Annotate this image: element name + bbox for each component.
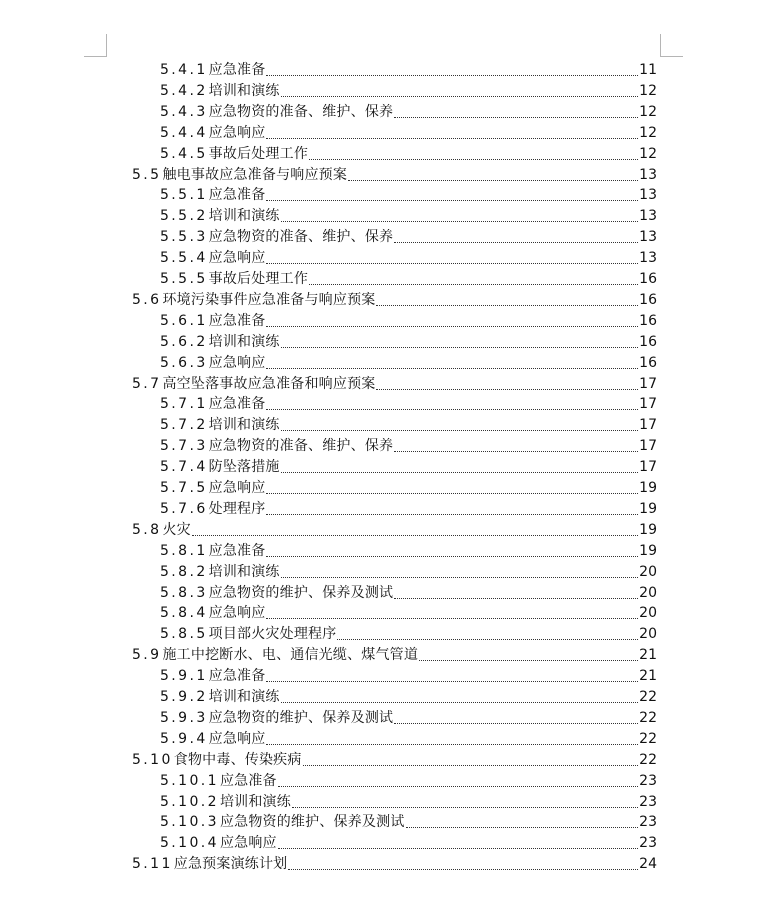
toc-dot-leader xyxy=(281,472,639,473)
toc-entry[interactable] xyxy=(160,476,657,497)
toc-dot-leader xyxy=(266,368,638,369)
toc-entry-page-number: 20 xyxy=(639,626,657,643)
toc-dot-leader xyxy=(303,765,639,766)
toc-entry[interactable] xyxy=(160,100,657,121)
toc-entry-page-number: 22 xyxy=(639,709,657,726)
toc-entry[interactable] xyxy=(132,163,657,184)
toc-entry-number: 5.8 xyxy=(132,521,162,538)
toc-dot-leader xyxy=(394,117,638,118)
toc-entry[interactable] xyxy=(160,413,657,434)
toc-entry-number: 5.8.2 xyxy=(160,563,208,580)
toc-entry-page-number: 19 xyxy=(639,500,657,517)
toc-entry-title: 培训和演练 xyxy=(208,333,280,350)
toc-entry-title: 火灾 xyxy=(162,521,191,538)
toc-entry-number: 5.4.1 xyxy=(160,62,208,78)
toc-entry-page-number: 13 xyxy=(639,166,657,183)
toc-entry-number: 5.5.1 xyxy=(160,187,208,204)
toc-entry-page-number: 17 xyxy=(639,459,657,476)
toc-entry-page-number: 13 xyxy=(639,229,657,246)
toc-entry-page-number: 20 xyxy=(639,584,657,601)
toc-dot-leader xyxy=(309,159,638,160)
toc-entry-page-number: 16 xyxy=(639,333,657,350)
toc-entry[interactable] xyxy=(132,372,657,393)
toc-entry[interactable] xyxy=(160,810,657,831)
toc-entry-page-number: 16 xyxy=(639,291,657,308)
toc-entry-number: 5.9.4 xyxy=(160,730,208,747)
toc-entry-number: 5.9.3 xyxy=(160,709,208,726)
toc-entry-number: 5.10.3 xyxy=(160,814,219,831)
toc-entry-number: 5.5.3 xyxy=(160,229,208,246)
toc-entry[interactable] xyxy=(160,455,657,476)
toc-entry-page-number: 23 xyxy=(639,793,657,810)
toc-entry-title: 触电事故应急准备与响应预案 xyxy=(162,166,348,183)
toc-entry-number: 5.6.1 xyxy=(160,312,208,329)
toc-dot-leader xyxy=(266,681,638,682)
toc-dot-leader xyxy=(266,326,638,327)
toc-entry-page-number: 19 xyxy=(639,521,657,538)
toc-dot-leader xyxy=(348,180,638,181)
toc-entry[interactable] xyxy=(160,204,657,225)
toc-entry-page-number: 13 xyxy=(639,187,657,204)
toc-dot-leader xyxy=(266,514,638,515)
toc-entry[interactable] xyxy=(160,706,657,727)
toc-entry[interactable] xyxy=(160,246,657,267)
toc-dot-leader xyxy=(281,221,639,222)
toc-entry-title: 培训和演练 xyxy=(208,689,280,705)
toc-entry-page-number: 20 xyxy=(639,563,657,580)
toc-entry-number: 5.5.5 xyxy=(160,271,208,287)
toc-dot-leader xyxy=(292,807,638,808)
toc-entry-number: 5.5.4 xyxy=(160,250,208,267)
toc-entry-number: 5.6.3 xyxy=(160,354,208,371)
toc-entry-page-number: 17 xyxy=(639,417,657,434)
toc-entry-title: 应急准备 xyxy=(208,62,266,78)
toc-entry-title: 应急准备 xyxy=(208,187,266,204)
toc-dot-leader xyxy=(281,96,639,97)
toc-dot-leader xyxy=(394,451,638,452)
toc-dot-leader xyxy=(266,138,638,139)
toc-entry-number: 5.9.2 xyxy=(160,689,208,705)
toc-entry-title: 环境污染事件应急准备与响应预案 xyxy=(162,291,376,308)
toc-entry-number: 5.7.6 xyxy=(160,500,208,517)
toc-dot-leader xyxy=(281,702,639,703)
toc-dot-leader xyxy=(278,848,638,849)
toc-dot-leader xyxy=(266,618,638,619)
toc-entry-title: 培训和演练 xyxy=(219,793,291,810)
toc-dot-leader xyxy=(192,535,638,536)
toc-entry-number: 5.10.1 xyxy=(160,772,219,789)
toc-entry-page-number: 17 xyxy=(639,438,657,455)
toc-entry-title: 项目部火灾处理程序 xyxy=(208,626,337,643)
toc-entry-title: 事故后处理工作 xyxy=(208,271,309,287)
toc-entry-title: 应急响应 xyxy=(208,605,266,622)
toc-entry[interactable] xyxy=(160,79,657,100)
toc-entry-title: 应急准备 xyxy=(208,396,266,413)
toc-entry-page-number: 19 xyxy=(639,542,657,559)
toc-dot-leader xyxy=(376,389,638,390)
toc-entry-number: 5.8.1 xyxy=(160,542,208,559)
toc-dot-leader xyxy=(281,430,639,431)
toc-dot-leader xyxy=(266,744,638,745)
page-margin-corner-top-right xyxy=(660,34,683,57)
toc-entry-page-number: 23 xyxy=(639,772,657,789)
toc-entry-title: 高空坠落事故应急准备和响应预案 xyxy=(162,375,376,392)
toc-entry-title: 应急物资的维护、保养及测试 xyxy=(219,814,405,831)
toc-entry[interactable] xyxy=(132,643,657,664)
toc-entry-title: 应急响应 xyxy=(208,480,266,496)
toc-entry[interactable] xyxy=(160,58,657,79)
toc-entry-title: 施工中挖断水、电、通信光缆、煤气管道 xyxy=(162,647,419,664)
toc-entry-page-number: 13 xyxy=(639,208,657,225)
toc-entry-number: 5.7.1 xyxy=(160,396,208,413)
toc-entry-title: 应急准备 xyxy=(208,668,266,685)
toc-entry-page-number: 23 xyxy=(639,814,657,831)
toc-entry-page-number: 23 xyxy=(639,835,657,852)
toc-entry-title: 应急响应 xyxy=(208,124,266,141)
toc-entry-number: 5.6.2 xyxy=(160,333,208,350)
toc-dot-leader xyxy=(278,786,638,787)
toc-dot-leader xyxy=(266,200,638,201)
toc-entry-title: 培训和演练 xyxy=(208,563,280,580)
toc-entry[interactable] xyxy=(132,748,657,769)
toc-entry-title: 应急准备 xyxy=(219,772,277,789)
toc-entry-number: 5.4.2 xyxy=(160,82,208,99)
toc-entry[interactable] xyxy=(132,518,657,539)
toc-entry-number: 5.5.2 xyxy=(160,208,208,225)
toc-entry-page-number: 22 xyxy=(639,730,657,747)
toc-entry-number: 5.7.4 xyxy=(160,459,208,476)
toc-entry-number: 5.9.1 xyxy=(160,668,208,685)
toc-entry-title: 应急响应 xyxy=(208,730,266,747)
toc-entry-page-number: 13 xyxy=(639,250,657,267)
toc-entry-number: 5.9 xyxy=(132,647,162,664)
toc-dot-leader xyxy=(419,660,638,661)
toc-entry-title: 应急物资的维护、保养及测试 xyxy=(208,709,394,726)
toc-entry-title: 应急物资的准备、维护、保养 xyxy=(208,438,394,455)
toc-entry-number: 5.7.5 xyxy=(160,480,208,496)
toc-entry-title: 应急物资的准备、维护、保养 xyxy=(208,229,394,246)
toc-entry[interactable] xyxy=(160,581,657,602)
toc-entry-page-number: 12 xyxy=(639,145,657,162)
toc-dot-leader xyxy=(288,869,638,870)
toc-dot-leader xyxy=(266,493,638,494)
toc-entry[interactable] xyxy=(160,330,657,351)
toc-dot-leader xyxy=(266,556,638,557)
toc-entry-page-number: 16 xyxy=(639,354,657,371)
toc-dot-leader xyxy=(394,598,638,599)
toc-entry[interactable] xyxy=(160,831,657,852)
toc-entry-number: 5.11 xyxy=(132,856,173,873)
toc-entry[interactable] xyxy=(160,267,657,288)
toc-dot-leader xyxy=(406,827,639,828)
toc-entry-title: 培训和演练 xyxy=(208,417,280,434)
toc-entry[interactable] xyxy=(160,434,657,455)
toc-entry-page-number: 24 xyxy=(639,856,657,873)
toc-dot-leader xyxy=(281,347,639,348)
toc-entry-title: 防坠落措施 xyxy=(208,459,280,476)
toc-entry[interactable] xyxy=(132,288,657,309)
toc-entry-number: 5.10.4 xyxy=(160,835,219,852)
toc-entry-number: 5.4.4 xyxy=(160,124,208,141)
toc-entry-page-number: 12 xyxy=(639,103,657,120)
toc-dot-leader xyxy=(394,723,638,724)
toc-entry[interactable] xyxy=(160,351,657,372)
toc-entry-title: 培训和演练 xyxy=(208,208,280,225)
toc-entry-title: 处理程序 xyxy=(208,500,266,517)
toc-entry-number: 5.10.2 xyxy=(160,793,219,810)
toc-entry-page-number: 11 xyxy=(639,62,657,78)
toc-entry-title: 应急响应 xyxy=(219,835,277,852)
toc-entry-number: 5.4.3 xyxy=(160,103,208,120)
toc-entry-page-number: 19 xyxy=(639,480,657,496)
toc-entry[interactable] xyxy=(160,539,657,560)
toc-entry-number: 5.7 xyxy=(132,375,162,392)
toc-entry-page-number: 16 xyxy=(639,312,657,329)
toc-entry[interactable] xyxy=(160,497,657,518)
toc-entry-number: 5.8.3 xyxy=(160,584,208,601)
toc-entry[interactable] xyxy=(160,121,657,142)
toc-entry-number: 5.6 xyxy=(132,291,162,308)
toc-entry-title: 应急响应 xyxy=(208,354,266,371)
toc-entry[interactable] xyxy=(160,769,657,790)
toc-entry[interactable] xyxy=(160,790,657,811)
toc-dot-leader xyxy=(266,263,638,264)
toc-entry-page-number: 21 xyxy=(639,647,657,664)
toc-dot-leader xyxy=(394,242,638,243)
toc-entry[interactable] xyxy=(160,183,657,204)
toc-entry-title: 食物中毒、传染疾病 xyxy=(173,751,302,768)
toc-entry-title: 应急响应 xyxy=(208,250,266,267)
toc-entry-number: 5.7.2 xyxy=(160,417,208,434)
toc-entry[interactable] xyxy=(160,142,657,163)
toc-entry[interactable] xyxy=(160,601,657,622)
page-margin-corner-top-left xyxy=(84,34,107,57)
toc-entry-page-number: 22 xyxy=(639,751,657,768)
toc-entry-page-number: 21 xyxy=(639,668,657,685)
toc-entry-page-number: 16 xyxy=(639,271,657,287)
toc-dot-leader xyxy=(281,577,639,578)
toc-entry[interactable] xyxy=(160,309,657,330)
toc-dot-leader xyxy=(337,639,638,640)
toc-entry-page-number: 17 xyxy=(639,396,657,413)
toc-entry[interactable] xyxy=(160,560,657,581)
toc-entry-title: 培训和演练 xyxy=(208,82,280,99)
toc-dot-leader xyxy=(266,409,638,410)
toc-entry[interactable] xyxy=(132,852,657,873)
toc-entry-title: 应急物资的准备、维护、保养 xyxy=(208,103,394,120)
toc-entry-page-number: 22 xyxy=(639,689,657,705)
toc-entry-number: 5.10 xyxy=(132,751,173,768)
toc-entry-page-number: 20 xyxy=(639,605,657,622)
toc-entry-title: 应急准备 xyxy=(208,542,266,559)
toc-entry-number: 5.8.4 xyxy=(160,605,208,622)
toc-entry[interactable] xyxy=(160,664,657,685)
toc-entry[interactable] xyxy=(160,392,657,413)
toc-dot-leader xyxy=(266,75,638,76)
toc-entry[interactable] xyxy=(160,622,657,643)
toc-entry-number: 5.8.5 xyxy=(160,626,208,643)
toc-entry-page-number: 12 xyxy=(639,82,657,99)
toc-entry[interactable] xyxy=(160,727,657,748)
toc-entry-title: 应急预案演练计划 xyxy=(173,856,288,873)
toc-entry-page-number: 12 xyxy=(639,124,657,141)
toc-entry-number: 5.5 xyxy=(132,166,162,183)
toc-entry[interactable] xyxy=(160,225,657,246)
toc-entry-title: 事故后处理工作 xyxy=(208,145,309,162)
toc-entry-title: 应急物资的维护、保养及测试 xyxy=(208,584,394,601)
toc-entry-title: 应急准备 xyxy=(208,312,266,329)
toc-entry[interactable] xyxy=(160,685,657,706)
toc-dot-leader xyxy=(309,284,638,285)
toc-dot-leader xyxy=(376,305,638,306)
toc-entry-page-number: 17 xyxy=(639,375,657,392)
toc-entry-number: 5.7.3 xyxy=(160,438,208,455)
toc-entry-number: 5.4.5 xyxy=(160,145,208,162)
